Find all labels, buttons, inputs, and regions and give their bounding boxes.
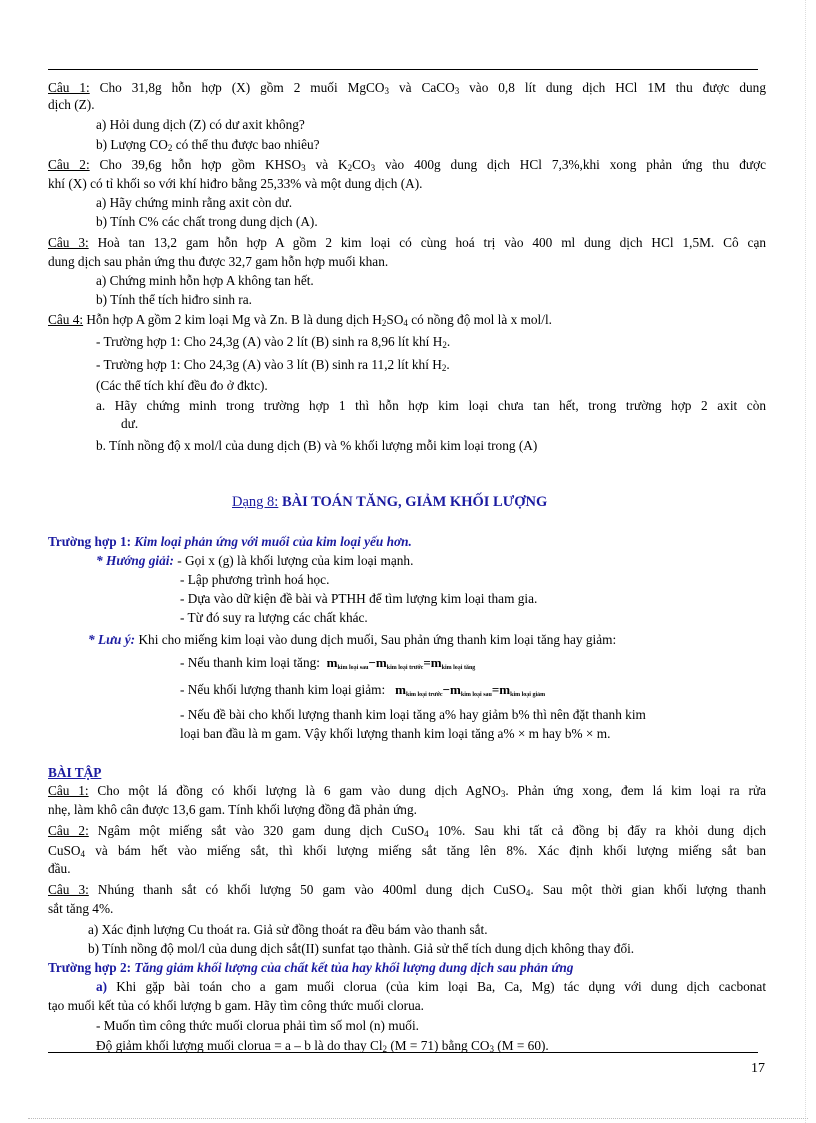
q3-line1: Câu 3: Hoà tan 13,2 gam hỗn hợp A gồm 2 kim loại có cùng hoá trị vào 400 ml dung dịch HCl 1,5M. Cô cạn — [48, 235, 766, 250]
guide-line2: - Lập phương trình hoá học. — [180, 572, 330, 587]
note-line: * Lưu ý: Khi cho miếng kim loại vào dung dịch muối, Sau phản ứng thanh kim loại tăng hay giảm: — [88, 632, 617, 647]
ex2-line1: Câu 2: Ngâm một miếng sắt vào 320 gam dung dịch CuSO$_4$ 10%. Sau khi tất cả đồng bị đẩy ra khỏi dung dịch — [48, 823, 767, 839]
q4-note: (Các thể tích khí đều đo ở đktc). — [96, 378, 268, 393]
case2-a-line1: a) Khi gặp bài toán cho a gam muối clorua (của kim loại Ba, Ca, Mg) tác dụng với dung dịch cacbonat — [96, 979, 767, 994]
page-bottom-edge — [28, 1118, 808, 1119]
ex3-b: b) Tính nồng độ mol/l của dung dịch sắt(II) sunfat tạo thành. Giả sử thể tích dung dịch không thay đổi. — [88, 941, 635, 956]
case2-title: Trường hợp 2: Tăng giảm khối lượng của chất kết tủa hay khối lượng dung dịch sau phản ứng — [48, 960, 574, 975]
q2-b: b) Tính C% các chất trong dung dịch (A). — [96, 214, 318, 229]
exercises-title: BÀI TẬP — [48, 765, 102, 780]
ex3-line1: Câu 3: Nhúng thanh sắt có khối lượng 50 gam vào 400ml dung dịch CuSO$_4$. Sau một thời gian khối lượng thanh — [48, 882, 766, 898]
case2-a-line4: Độ giảm khối lượng muối clorua = a – b là do thay $Cl_2$ (M = 71) bằng $CO_3$ (M = 60). — [96, 1038, 549, 1054]
page-edge — [805, 0, 806, 1123]
ex3-a: a) Xác định lượng Cu thoát ra. Giả sử đồng thoát ra đều bám vào thanh sắt. — [88, 922, 488, 937]
guide-line1: * Hướng giải: - Gọi x (g) là khối lượng của kim loại mạnh. — [96, 553, 414, 568]
decrease-formula: - Nếu khối lượng thanh kim loại giảm: $m_{kim loại trước}-m_{kim loại sau}=m_{kim loại giảm}$ — [180, 682, 546, 698]
q3-a: a) Chứng minh hỗn hợp A không tan hết. — [96, 273, 314, 288]
q4-case1: - Trường hợp 1: Cho 24,3g (A) vào 2 lít (B) sinh ra 8,96 lít khí $H_2$. — [96, 334, 451, 350]
header-rule — [48, 69, 758, 70]
case2-a-line3: - Muốn tìm công thức muối clorua phải tìm số mol (n) muối. — [96, 1018, 419, 1033]
ex2-line3: đầu. — [48, 861, 71, 876]
page-number: 17 — [751, 1061, 765, 1076]
q4-a-line2: dư. — [121, 416, 139, 431]
increase-formula: - Nếu thanh kim loại tăng: $m_{kim loại sau}-m_{kim loại trước}=m_{kim loại tăng}$ — [180, 655, 476, 671]
percent-line2: loại ban đầu là m gam. Vậy khối lượng thanh kim loại tăng a% × m hay b% × m. — [180, 726, 611, 741]
q4-a-line1: a. Hãy chứng minh trong trường hợp 1 thì hỗn hợp kim loại chưa tan hết, trong trường hợp 2 axit còn — [96, 398, 766, 413]
q1-line1: Câu 1: Cho 31,8g hỗn hợp (X) gồm 2 muối MgCO$_3$ và CaCO$_3$ vào 0,8 lít dung dịch HCl 1M thu được dung — [48, 80, 766, 96]
section-heading: Dạng 8: BÀI TOÁN TĂNG, GIẢM KHỐI LƯỢNG — [232, 494, 548, 510]
q1-b: b) Lượng $CO_2$ có thể thu được bao nhiêu? — [96, 137, 320, 153]
q4-case2: - Trường hợp 1: Cho 24,3g (A) vào 3 lít (B) sinh ra 11,2 lít khí $H_2$. — [96, 357, 450, 373]
ex1-line2: nhẹ, làm khô cân được 13,6 gam. Tính khối lượng đồng đã phản ứng. — [48, 802, 417, 817]
q3-line2: dung dịch sau phản ứng thu được 32,7 gam hỗn hợp muối khan. — [48, 254, 389, 269]
q1-a: a) Hỏi dung dịch (Z) có dư axit không? — [96, 117, 305, 132]
footer-rule — [48, 1052, 758, 1053]
q2-line2: khí (X) có tỉ khối so với khí hiđro bằng 25,33% và một dung dịch (A). — [48, 176, 423, 191]
ex1-line1: Câu 1: Cho một lá đồng có khối lượng là 6 gam vào dung dịch AgNO$_3$. Phản ứng xong, đem lá kim loại ra rửa — [48, 783, 766, 799]
guide-line3: - Dựa vào dữ kiện đề bài và PTHH để tìm lượng kim loại tham gia. — [180, 591, 538, 606]
ex2-line2: CuSO$_4$ và bám hết vào miếng sắt, thì khối lượng miếng sắt tăng lên 8%. Xác định khối lượng miếng sắt ban — [48, 843, 766, 859]
q2-a: a) Hãy chứng minh rằng axit còn dư. — [96, 195, 293, 210]
q2-line1: Câu 2: Cho 39,6g hỗn hợp gồm $KHSO_3$ và $K_2CO_3$ vào 400g dung dịch HCl 7,3%,khi xong phản ứng thu được — [48, 157, 767, 173]
ex3-line2: sắt tăng 4%. — [48, 901, 114, 916]
percent-line1: - Nếu đề bài cho khối lượng thanh kim loại tăng a% hay giảm b% thì nên đặt thanh kim — [180, 707, 646, 722]
q4-b: b. Tính nồng độ x mol/l của dung dịch (B) và % khối lượng mỗi kim loại trong (A) — [96, 438, 538, 453]
case1-title: Trường hợp 1: Kim loại phản ứng với muối của kim loại yếu hơn. — [48, 534, 412, 549]
q4-line1: Câu 4: Hỗn hợp A gồm 2 kim loại Mg và Zn. B là dung dịch $H_2SO_4$ có nồng độ mol là x mol/l. — [48, 312, 552, 328]
case2-a-line2: tạo muối kết tủa có khối lượng b gam. Hãy tìm công thức muối clorua. — [48, 998, 424, 1013]
guide-line4: - Từ đó suy ra lượng các chất khác. — [180, 610, 368, 625]
q3-b: b) Tính thể tích hiđro sinh ra. — [96, 292, 252, 307]
q1-line2: dịch (Z). — [48, 97, 95, 112]
